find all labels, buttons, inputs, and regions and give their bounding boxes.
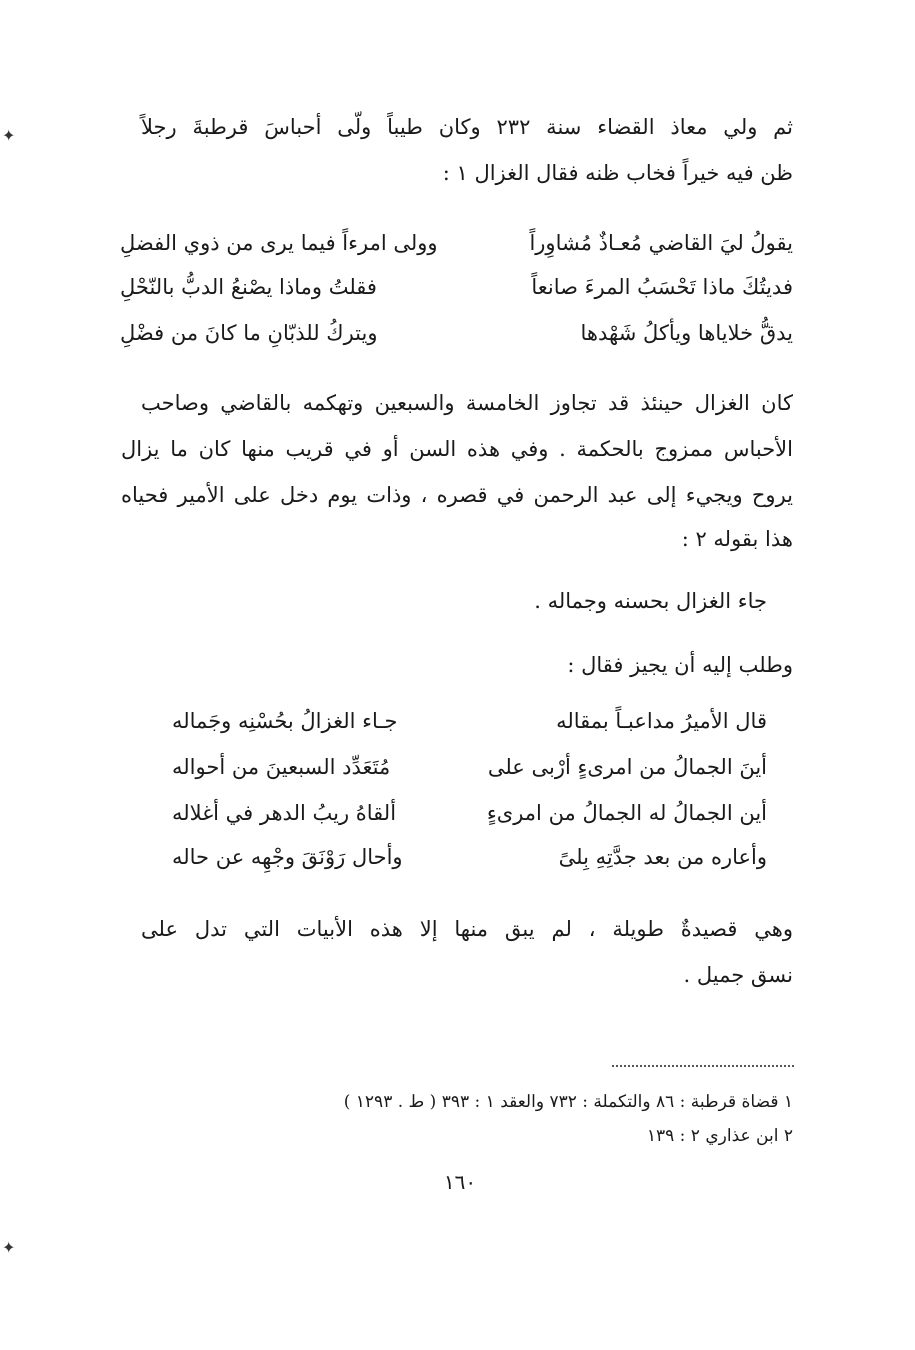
poem2-hemistich-left: جـاء الغزالُ بحُسْنِه وجَماله <box>172 709 398 733</box>
poem2-hemistich-right: أين الجمالُ له الجمالُ من امرىءٍ <box>486 801 767 825</box>
poem2-hemistich-left: ألقاهُ ريبُ الدهر في أغلاله <box>172 801 397 825</box>
poem1-hemistich-left: فقلتُ وماذا يصْنعُ الدبُّ بالنّحْلِ <box>120 275 377 299</box>
poem2-hemistich-right: قال الأميرُ مداعبـاً بمقاله <box>556 709 767 733</box>
margin-mark: ✦ <box>2 126 16 145</box>
poem2-hemistich-right: وأعاره من بعد جدَّتِهِ بِلىً <box>558 845 767 869</box>
greeting-line: جاء الغزال بحسنه وجماله . <box>534 589 767 613</box>
para3-line-1: وهي قصيدةٌ طويلة ، لم يبق منها إلا هذه الأبيات التي تدل على <box>141 917 793 941</box>
para2-line-1: كان الغزال حينئذ قد تجاوز الخامسة والسبعين وتهكمه بالقاضي وصاحب <box>141 391 793 415</box>
poem1-hemistich-right: يقولُ ليَ القاضي مُعـاذٌ مُشاوِراً <box>529 231 793 255</box>
poem1-hemistich-right: فديتُكَ ماذا تَحْسَبُ المرءَ صانعاً <box>531 275 793 299</box>
footnote-2: ٢ ابن عذاري ٢ : ١٣٩ <box>646 1126 793 1146</box>
poem2-hemistich-right: أينَ الجمالُ من امرىءٍ أرْبى على <box>487 755 767 779</box>
margin-mark: ✦ <box>2 1238 16 1257</box>
para2-line-2: الأحباس ممزوج بالحكمة . وفي هذه السن أو في قريب منها كان ما يزال <box>121 437 793 461</box>
request-line: وطلب إليه أن يجيز فقال : <box>567 653 793 677</box>
footnote-divider <box>612 1065 794 1067</box>
page-number: ١٦٠ <box>443 1170 477 1194</box>
para2-line-3: يروح ويجيء إلى عبد الرحمن في قصره ، وذات يوم دخل على الأمير فحياه <box>121 483 793 507</box>
para3-line-2: نسق جميل . <box>683 963 793 987</box>
poem1-hemistich-right: يدقُّ خلاياها ويأكلُ شَهْدها <box>580 321 793 345</box>
poem2-hemistich-left: وأحال رَوْنَقَ وجْهِه عن حاله <box>172 845 403 869</box>
para2-line-4: هذا بقوله ٢ : <box>681 527 793 551</box>
poem1-hemistich-left: ويتركُ للذبّانِ ما كانَ من فضْلِ <box>120 321 378 345</box>
intro-line-2: ظن فيه خيراً فخاب ظنه فقال الغزال ١ : <box>442 161 793 185</box>
footnote-1: ١ قضاة قرطبة : ٨٦ والتكملة : ٧٣٢ والعقد ١ : ٣٩٣ ( ط . ١٢٩٣ ) <box>343 1092 793 1112</box>
poem2-hemistich-left: مُتَعَدِّد السبعينَ من أحواله <box>172 755 391 779</box>
intro-line-1: ثم ولي معاذ القضاء سنة ٢٣٢ وكان طيباً ولّى أحباسَ قرطبةَ رجلاً <box>141 115 793 139</box>
poem1-hemistich-left: وولى امرءاً فيما يرى من ذوي الفضلِ <box>120 231 438 255</box>
